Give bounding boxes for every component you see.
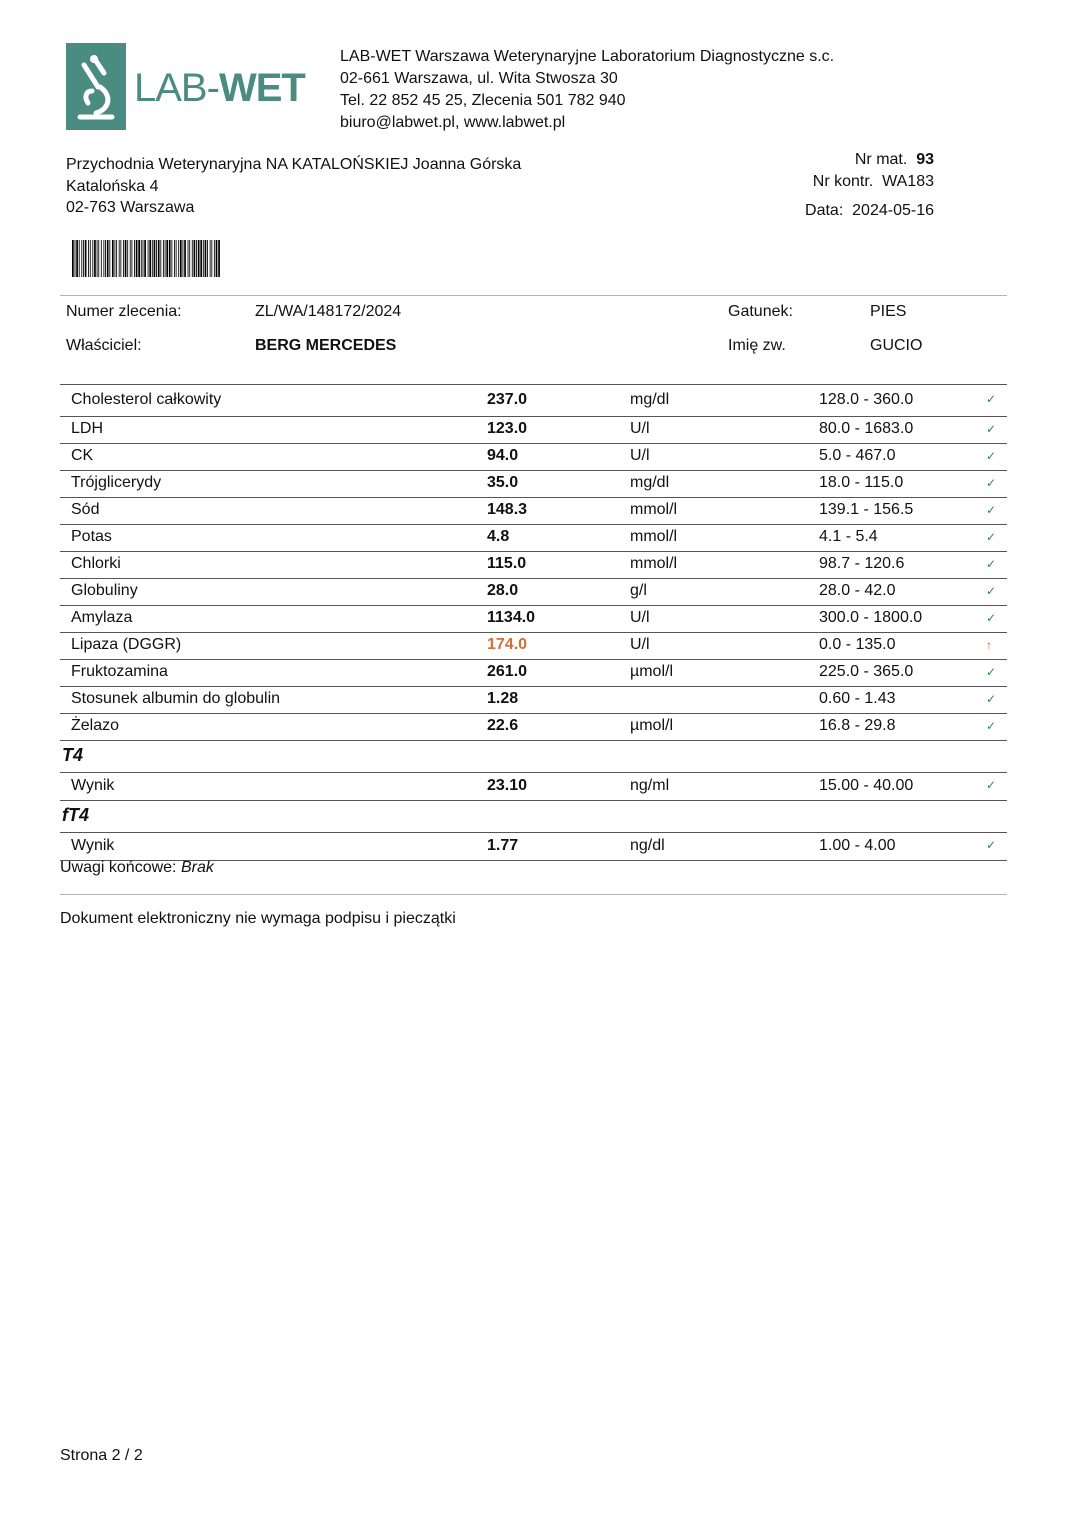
check-icon: ✓: [986, 719, 997, 733]
result-reference-range: 28.0 - 42.0: [819, 582, 896, 599]
result-name: Sód: [71, 501, 100, 518]
check-icon: ✓: [986, 530, 997, 544]
barcode-bar: [83, 240, 84, 277]
result-name: Wynik: [71, 777, 115, 794]
barcode-bar: [112, 240, 114, 277]
table-row: [60, 578, 1007, 605]
barcode-bar: [169, 240, 171, 277]
barcode-bar: [171, 240, 172, 277]
barcode-bar: [154, 240, 156, 277]
result-value: 261.0: [487, 663, 528, 680]
remarks: [60, 859, 214, 877]
animal-name-label: Imię zw.: [728, 337, 786, 354]
result-name: Globuliny: [71, 582, 138, 599]
barcode-bar: [115, 240, 116, 277]
result-name: Trójglicerydy: [71, 474, 162, 491]
nr-kontr-value: WA183: [882, 173, 934, 190]
barcode-bar: [94, 240, 96, 277]
result-value: 4.8: [487, 528, 510, 545]
result-reference-range: 4.1 - 5.4: [819, 528, 878, 545]
result-unit: U/l: [630, 636, 650, 653]
animal-name-value: GUCIO: [870, 337, 923, 354]
barcode-bar: [132, 240, 133, 277]
lab-logo-text: [134, 64, 305, 112]
result-name: Fruktozamina: [71, 663, 168, 680]
divider: [60, 894, 1007, 895]
barcode-bar: [90, 240, 91, 277]
logo-text-wet: WET: [218, 66, 305, 110]
result-name: Żelazo: [71, 717, 120, 734]
barcode-bar: [198, 240, 200, 277]
lab-address: [340, 46, 834, 134]
barcode-bar: [148, 240, 149, 277]
barcode-bar: [196, 240, 197, 277]
owner-value: BERG MERCEDES: [255, 337, 397, 354]
owner-label: Właściciel:: [66, 337, 142, 354]
barcode-bar: [174, 240, 175, 277]
result-unit: µmol/l: [630, 663, 673, 680]
result-unit: mmol/l: [630, 555, 678, 572]
material-info: [805, 149, 934, 222]
check-icon: ✓: [986, 665, 997, 679]
barcode-bar: [125, 240, 127, 277]
barcode-bar: [97, 240, 98, 277]
lab-address-line: 02-661 Warszawa, ul. Wita Stwosza 30: [340, 70, 618, 87]
result-unit: mmol/l: [630, 501, 678, 518]
barcode-bar: [163, 240, 164, 277]
barcode-bar: [160, 240, 161, 277]
barcode-bar: [103, 240, 104, 277]
result-value: 94.0: [487, 447, 519, 464]
result-reference-range: 128.0 - 360.0: [819, 391, 914, 408]
result-name: Lipaza (DGGR): [71, 636, 182, 653]
barcode-bar: [166, 240, 168, 277]
table-row: [60, 659, 1007, 686]
check-icon: ✓: [986, 422, 997, 436]
barcode-bar: [158, 240, 160, 277]
table-row: [60, 632, 1007, 659]
result-unit: mg/dl: [630, 391, 670, 408]
barcode-bar: [136, 240, 138, 277]
barcode-bar: [120, 240, 121, 277]
barcode-bar: [203, 240, 204, 277]
result-value: 28.0: [487, 582, 519, 599]
barcode-bar: [165, 240, 166, 277]
clinic-line: 02-763 Warszawa: [66, 199, 195, 216]
nr-mat-value: 93: [916, 151, 934, 168]
barcode-bar: [98, 240, 99, 277]
divider: [60, 295, 1007, 296]
species-label: Gatunek:: [728, 303, 793, 320]
result-reference-range: 0.0 - 135.0: [819, 636, 896, 653]
barcode-bar: [188, 240, 189, 277]
barcode-bar: [107, 240, 109, 277]
barcode-bar: [141, 240, 142, 277]
barcode-bar: [143, 240, 144, 277]
check-icon: ✓: [986, 449, 997, 463]
barcode-bar: [214, 240, 215, 277]
barcode-bar: [72, 240, 74, 277]
table-row: [60, 384, 1007, 416]
table-row: [60, 524, 1007, 551]
result-unit: mmol/l: [630, 528, 678, 545]
result-unit: ng/dl: [630, 837, 665, 854]
result-reference-range: 139.1 - 156.5: [819, 501, 914, 518]
result-name: Amylaza: [71, 609, 133, 626]
result-name: Wynik: [71, 837, 115, 854]
section-header: [60, 740, 1007, 772]
barcode-bar: [211, 240, 212, 277]
barcode-bar: [216, 240, 218, 277]
remarks-value: Brak: [180, 859, 214, 876]
barcode-bar: [109, 240, 110, 277]
barcode-bar: [189, 240, 190, 277]
check-icon: ✓: [986, 476, 997, 490]
barcode-bar: [205, 240, 207, 277]
barcode-bar: [176, 240, 177, 277]
section-header: [60, 800, 1007, 832]
barcode-bar: [152, 240, 153, 277]
table-row: [60, 443, 1007, 470]
barcode-bar: [144, 240, 146, 277]
result-name: LDH: [71, 420, 104, 437]
check-icon: ✓: [986, 692, 997, 706]
barcode-bar: [178, 240, 179, 277]
table-row: [60, 713, 1007, 740]
barcode-bar: [92, 240, 93, 277]
result-value: 148.3: [487, 501, 528, 518]
date-label: Data:: [805, 202, 844, 219]
table-row: [60, 470, 1007, 497]
barcode-bar: [75, 240, 76, 277]
order-number-label: Numer zlecenia:: [66, 303, 182, 320]
result-unit: mg/dl: [630, 474, 670, 491]
nr-mat-label: Nr mat.: [854, 151, 908, 168]
date-value: 2024-05-16: [852, 202, 934, 219]
result-reference-range: 16.8 - 29.8: [819, 717, 896, 734]
logo-text-lab: LAB-: [134, 66, 219, 110]
result-reference-range: 98.7 - 120.6: [819, 555, 905, 572]
barcode-bar: [192, 240, 193, 277]
table-row: [60, 605, 1007, 632]
footer-note: Dokument elektroniczny nie wymaga podpisu i pieczątki: [60, 910, 456, 927]
result-value: 23.10: [487, 777, 528, 794]
result-name: Potas: [71, 528, 112, 545]
result-name: Cholesterol całkowity: [71, 391, 222, 408]
barcode-bar: [123, 240, 124, 277]
check-icon: ✓: [986, 778, 997, 792]
result-reference-range: 15.00 - 40.00: [819, 777, 914, 794]
result-value: 35.0: [487, 474, 519, 491]
barcode-bar: [134, 240, 135, 277]
table-row: [60, 832, 1007, 861]
barcode-bar: [81, 240, 82, 277]
barcode-bar: [85, 240, 87, 277]
result-unit: g/l: [630, 582, 647, 599]
results-table: [60, 384, 1007, 861]
lab-address-line: Tel. 22 852 45 25, Zlecenia 501 782 940: [340, 92, 626, 109]
barcode-bar: [119, 240, 120, 277]
barcode-bar: [149, 240, 151, 277]
barcode-bar: [184, 240, 186, 277]
table-row: [60, 551, 1007, 578]
result-unit: U/l: [630, 609, 650, 626]
clinic-address: [66, 154, 521, 219]
check-icon: ✓: [986, 557, 997, 571]
barcode: [72, 240, 296, 277]
barcode-bar: [88, 240, 89, 277]
nr-kontr-label: Nr kontr.: [812, 173, 874, 190]
barcode-bar: [200, 240, 202, 277]
species-value: PIES: [870, 303, 907, 320]
section-title: T4: [62, 745, 84, 765]
check-icon: ✓: [986, 838, 997, 852]
result-unit: U/l: [630, 447, 650, 464]
clinic-line: Katalońska 4: [66, 177, 159, 195]
table-row: [60, 416, 1007, 443]
order-number-value: ZL/WA/148172/2024: [255, 303, 402, 320]
barcode-bar: [130, 240, 131, 277]
barcode-bar: [101, 240, 102, 277]
lab-address-line: biuro@labwet.pl, www.labwet.pl: [340, 114, 566, 131]
result-value: 22.6: [487, 717, 519, 734]
result-unit: U/l: [630, 420, 650, 437]
result-value: 1.77: [487, 837, 519, 854]
check-icon: ✓: [986, 392, 997, 406]
section-title: fT4: [62, 805, 89, 825]
barcode-bar: [76, 240, 78, 277]
barcode-bar: [183, 240, 184, 277]
result-reference-range: 300.0 - 1800.0: [819, 609, 923, 626]
table-row: [60, 772, 1007, 800]
check-icon: ✓: [986, 503, 997, 517]
clinic-line: Przychodnia Weterynaryjna NA KATALOŃSKIEJ Joanna Górska: [66, 156, 522, 173]
result-unit: ng/ml: [630, 777, 670, 794]
result-value: 123.0: [487, 420, 528, 437]
barcode-bar: [218, 240, 220, 277]
barcode-bar: [79, 240, 80, 277]
result-reference-range: 225.0 - 365.0: [819, 663, 914, 680]
barcode-bar: [210, 240, 211, 277]
result-unit: µmol/l: [630, 717, 673, 734]
result-reference-range: 1.00 - 4.00: [819, 837, 896, 854]
microscope-icon: [66, 43, 126, 130]
lab-address-line: LAB-WET Warszawa Weterynaryjne Laboratorium Diagnostyczne s.c.: [340, 48, 835, 65]
barcode-bar: [116, 240, 117, 277]
page-number: Strona 2 / 2: [60, 1447, 143, 1464]
result-reference-range: 0.60 - 1.43: [819, 690, 896, 707]
barcode-bar: [127, 240, 128, 277]
result-value: 174.0: [487, 636, 528, 653]
result-name: Chlorki: [71, 555, 121, 572]
result-value: 1.28: [487, 690, 519, 707]
barcode-bar: [194, 240, 196, 277]
barcode-bar: [180, 240, 182, 277]
check-icon: ✓: [986, 611, 997, 625]
result-name: CK: [71, 447, 94, 464]
result-value: 115.0: [487, 555, 527, 572]
lab-logo-emblem: [66, 43, 126, 130]
barcode-bar: [156, 240, 157, 277]
check-icon: ✓: [986, 584, 997, 598]
result-value: 237.0: [487, 391, 528, 408]
result-name: Stosunek albumin do globulin: [71, 690, 281, 707]
arrow-up-icon: ↑: [986, 638, 992, 652]
barcode-bar: [138, 240, 140, 277]
barcode-bar: [105, 240, 106, 277]
table-row: [60, 686, 1007, 713]
remarks-label: Uwagi końcowe:: [60, 859, 177, 876]
result-reference-range: 5.0 - 467.0: [819, 447, 896, 464]
barcode-bar: [207, 240, 208, 277]
result-reference-range: 80.0 - 1683.0: [819, 420, 914, 437]
result-reference-range: 18.0 - 115.0: [819, 474, 904, 491]
result-value: 1134.0: [487, 609, 536, 626]
table-row: [60, 497, 1007, 524]
